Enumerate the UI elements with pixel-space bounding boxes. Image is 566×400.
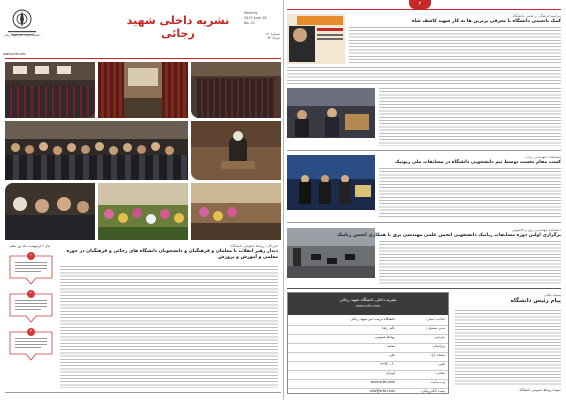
issue-en-line: No. 21 [244,21,256,25]
website-url: www.srttu.edu [3,52,27,56]
article3-kicker: دانشکده مهندسی برق و کامپیوتر [512,228,561,232]
stage-wide-photo [191,183,281,240]
leader-photo [191,121,281,180]
center-fold [283,0,284,400]
issue-en-line: 2015 June 18 [244,16,267,20]
staff-row-label: نشانی: [435,371,445,375]
right-page [285,0,566,400]
staff-box [287,292,449,394]
article1-headline: کمک نانعیمی دانشگاه با معرفی برترین ها به کار شهید کاشف شاه [411,19,561,24]
staff-row-value: محمد [387,344,395,348]
staff-row [288,326,448,335]
article1-body-full [287,67,561,85]
page-number: ۲ [418,1,422,7]
ceremony-photo [287,88,375,138]
photo-collage [5,62,281,240]
staff-row-label: صفحه آرا: [430,353,445,357]
stage-photo [98,62,188,118]
sidebar-callout-3 [6,328,56,362]
article3-body [379,241,561,285]
issue-fa-line: شماره ۲۱ [266,32,280,36]
staff-row-label: تلفن: [437,362,445,366]
staff-row-label: سردبیر: [433,335,445,339]
sidebar-number-1: ۱ [29,252,33,257]
sidebar-callout-2 [6,290,56,324]
staff-row-value: www.srttu.edu [370,380,395,384]
article1-body-right [379,88,561,146]
staff-row-value: لویزان [385,371,395,375]
article3-headline: برگزاری اولین دوره مسابقات رباتیک دانشجویی انجمن علمی مهندسی برق با همکاری انجمن رباتیک [337,233,561,238]
main-article-kicker: خبرنگار: روابط عمومی دانشگاه [230,244,278,248]
sidebar-number-2: ۲ [29,290,33,295]
masthead-title: نشریه داخلی شهید رجائی [126,14,230,40]
staff-row-label: پست الکترونیکی: [420,389,445,393]
issue-en-line: Monthly [244,11,258,15]
staff-row-label: وب سایت: [429,380,445,384]
crowd-photo [5,121,188,180]
closing-title: بسمه تعالی [543,293,561,297]
article-divider-1 [287,150,561,151]
article2-kicker: مسابقات مهندسی ربات [525,155,561,159]
closing-subtitle: پیام رئیس دانشگاه [510,298,561,304]
staff-box-header [288,293,448,315]
staff-row-label: مدیر مسئول: [426,326,445,330]
guests-photo [5,183,95,240]
staff-row [288,335,448,344]
article1-body [349,27,561,65]
staff-row-label: صاحب امتیاز: [425,317,445,321]
flowers-photo [98,183,188,240]
article2-headline: کسب مقام نخست توسط تیم دانشجویی دانشگاه در مسابقات ملی ربوتیک [394,160,561,165]
university-name: دانشگاه تربیت دبیر شهید رجائی [3,33,41,37]
staff-row-value: علی [389,353,395,357]
staff-row-value: دانشگاه تربیت دبیر شهید رجائی [350,317,395,321]
sidebar-number-3: ۳ [29,328,33,333]
staff-row-value: ۲۲۹۷۰۰۶۰ [380,362,395,366]
staff-row [288,317,448,326]
closing-body [455,310,561,386]
article1-kicker: مراسم فرهنگی و علمی دانشگاه [512,14,561,18]
closing-footer: سپیده روابط عمومی دانشگاه [519,388,561,392]
top-rule [287,9,561,10]
staff-row [288,344,448,353]
staff-row [288,380,448,389]
staff-box-site: www.srttu.edu [355,304,381,308]
staff-row-value: روابط عمومی [375,335,395,339]
sidebar-caption: بنای ۴ اردیبهشت ماه روز معلم [9,244,51,248]
issue-info-en [244,11,280,25]
left-page-footer-rule [5,392,281,393]
sidebar-callout-1 [6,252,56,286]
staff-row [288,353,448,362]
staff-row [288,389,448,397]
staff-row-value: دکتر رضا [382,326,395,330]
staff-rows [288,317,448,391]
staff-row-value: info@srttu.edu [369,389,395,393]
bottom-divider [287,288,561,289]
article1-photo [287,14,345,64]
article2-body [379,168,561,218]
staff-row [288,371,448,380]
main-article-headline: دیدار رهبر انقلاب با معلمان و فرهنگیان و دانشجویان دانشگاه های رجائی و فرهنگیان در حوزه معلمی و آموزش و پرورش [66,249,278,260]
issue-info-fa [244,32,280,40]
auditorium-photo [5,62,95,118]
article-divider-2 [287,222,561,223]
staff-row [288,362,448,371]
hall-photo [191,62,281,118]
masthead-divider [5,58,281,59]
staff-row-label: ویراستار: [431,344,445,348]
article2-photo [287,155,375,210]
main-article-body [60,266,278,388]
staff-box-title: نشریه داخلی دانشگاه شهید رجائی [339,297,397,302]
page-number-badge [409,0,431,9]
issue-fa-line: خرداد ۹۴ [267,36,280,40]
